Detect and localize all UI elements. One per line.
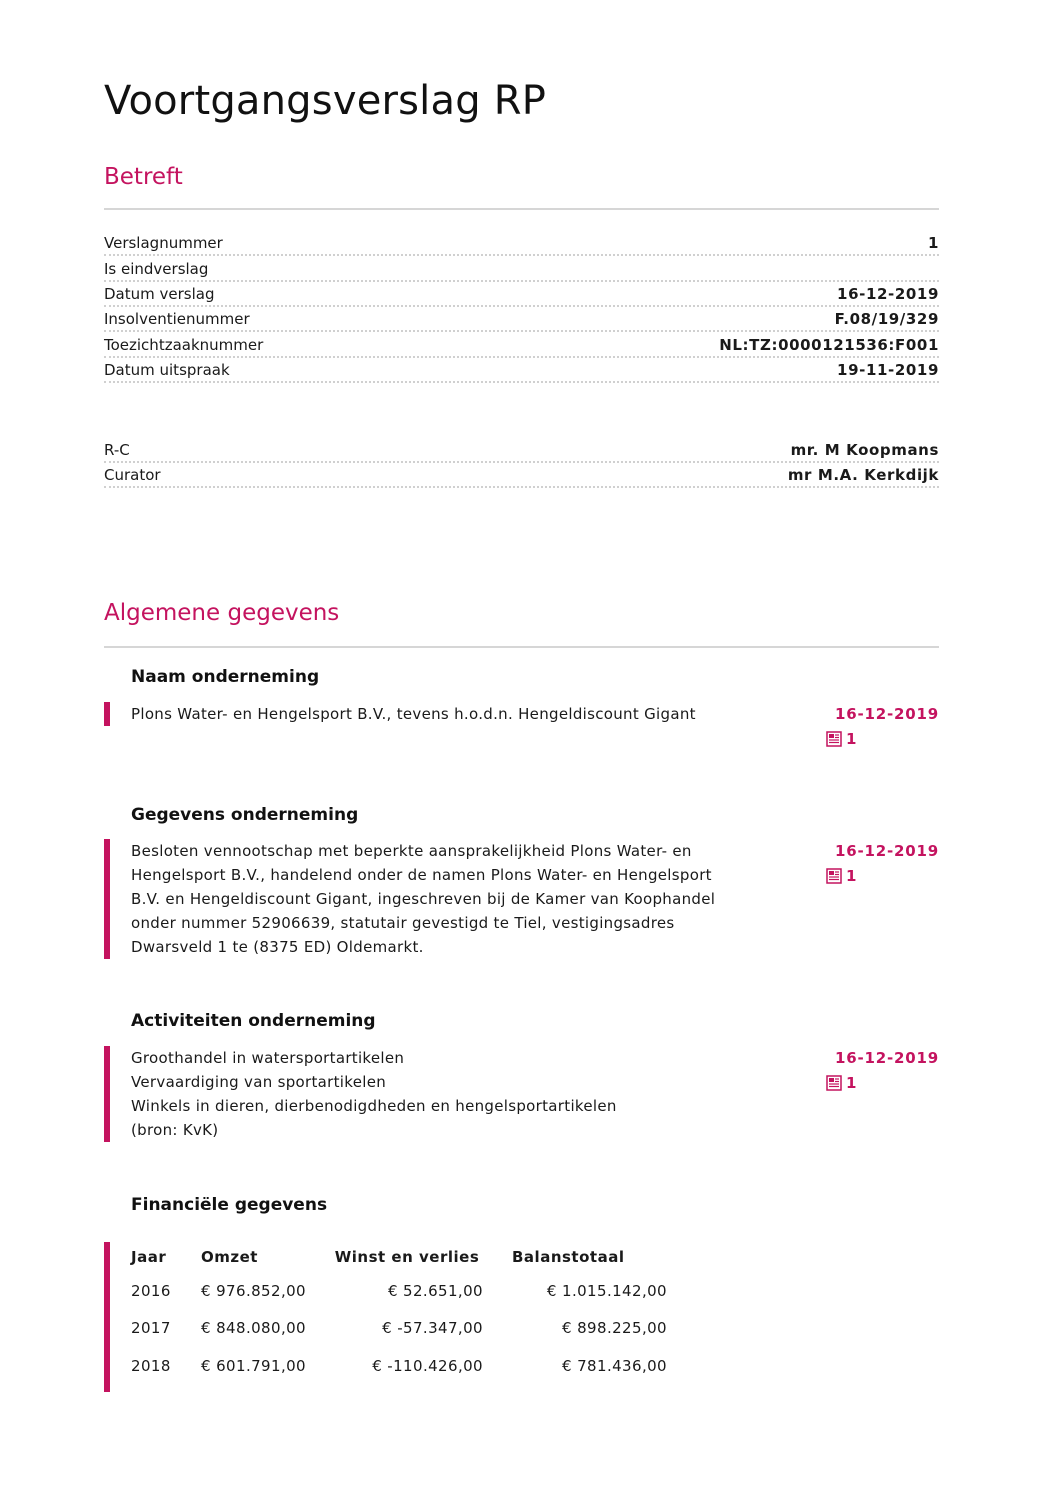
entry-date: 16-12-2019 — [835, 705, 939, 723]
entry-reference[interactable] — [826, 867, 856, 885]
reference-number: 1 — [846, 1074, 857, 1092]
cell-winst-en-verlies: € -110.426,00 — [372, 1356, 483, 1375]
accent-bar — [104, 1242, 110, 1392]
cell-balanstotaal: € 1.015.142,00 — [546, 1281, 667, 1300]
cell-winst-en-verlies: € 52.651,00 — [387, 1281, 483, 1300]
text-line: Groothandel in watersportartikelen — [131, 1049, 405, 1067]
entry-reference[interactable] — [826, 730, 856, 748]
accent-bar — [104, 702, 110, 726]
field-verslagnummer — [104, 231, 939, 256]
section-divider — [104, 646, 939, 648]
field-label: Datum uitspraak — [104, 361, 230, 379]
field-value: 1 — [927, 234, 939, 252]
field-datum-verslag — [104, 282, 939, 307]
subheading-activiteiten-onderneming: Activiteiten onderneming — [131, 1011, 376, 1031]
cell-jaar: 2017 — [131, 1319, 171, 1338]
cell-balanstotaal: € 781.436,00 — [562, 1356, 667, 1375]
entry-text — [131, 702, 781, 726]
field-toezichtzaaknummer — [104, 333, 939, 358]
field-curator — [104, 463, 939, 488]
reference-number: 1 — [846, 867, 857, 885]
column-header-omzet: Omzet — [201, 1248, 258, 1266]
field-is-eindverslag — [104, 257, 939, 282]
text-line: Besloten vennootschap met beperkte aansprakelijkheid Plons Water- en — [131, 842, 692, 860]
entry-activiteiten-onderneming — [104, 1046, 939, 1142]
field-label: Is eindverslag — [104, 260, 209, 278]
field-value: F.08/19/329 — [834, 310, 939, 328]
field-label: Datum verslag — [104, 285, 215, 303]
subheading-financiele-gegevens: Financiële gegevens — [131, 1195, 328, 1215]
entry-text — [131, 1046, 781, 1142]
page-title: Voortgangsverslag RP — [104, 78, 547, 124]
column-header-balanstotaal: Balanstotaal — [512, 1248, 625, 1266]
accent-bar — [104, 839, 110, 959]
table-row — [131, 1272, 667, 1310]
document-icon — [826, 868, 842, 884]
text-line: Vervaardiging van sportartikelen — [131, 1073, 387, 1091]
cell-omzet: € 976.852,00 — [201, 1281, 306, 1300]
field-label: Curator — [104, 466, 161, 484]
field-value: 19-11-2019 — [837, 361, 939, 379]
cell-jaar: 2016 — [131, 1281, 171, 1300]
table-row — [131, 1310, 667, 1348]
cell-omzet: € 848.080,00 — [201, 1319, 306, 1338]
text-line: B.V. en Hengeldiscount Gigant, ingeschreven bij de Kamer van Koophandel — [131, 890, 716, 908]
text-line: onder nummer 52906639, statutair gevestigd te Tiel, vestigingsadres — [131, 914, 675, 932]
field-value: 16-12-2019 — [837, 285, 939, 303]
text-line: Dwarsveld 1 te (8375 ED) Oldemarkt. — [131, 938, 424, 956]
table-header-row — [131, 1242, 667, 1272]
section-heading-algemene-gegevens: Algemene gegevens — [104, 600, 340, 626]
text-line: Plons Water- en Hengelsport B.V., tevens h.o.d.n. Hengeldiscount Gigant — [131, 705, 696, 723]
financial-table — [131, 1242, 667, 1385]
subheading-gegevens-onderneming: Gegevens onderneming — [131, 805, 359, 825]
entry-financiele-gegevens — [104, 1242, 939, 1392]
cell-winst-en-verlies: € -57.347,00 — [382, 1319, 483, 1338]
field-rc — [104, 438, 939, 463]
column-header-winst-en-verlies: Winst en verlies — [334, 1248, 480, 1266]
entry-date: 16-12-2019 — [835, 842, 939, 860]
column-header-jaar: Jaar — [131, 1248, 167, 1266]
field-label: Toezichtzaaknummer — [104, 336, 264, 354]
field-value: NL:TZ:0000121536:F001 — [719, 336, 939, 354]
entry-reference[interactable] — [826, 1074, 856, 1092]
entry-date: 16-12-2019 — [835, 1049, 939, 1067]
entry-naam-onderneming — [104, 702, 939, 762]
document-icon — [826, 731, 842, 747]
cell-balanstotaal: € 898.225,00 — [562, 1319, 667, 1338]
field-label: R-C — [104, 441, 130, 459]
field-value: mr M.A. Kerkdijk — [787, 466, 939, 484]
cell-omzet: € 601.791,00 — [201, 1356, 306, 1375]
entry-text — [131, 839, 781, 959]
field-label: Insolventienummer — [104, 310, 250, 328]
accent-bar — [104, 1046, 110, 1142]
field-label: Verslagnummer — [104, 234, 223, 252]
field-insolventienummer — [104, 307, 939, 332]
field-value: mr. M Koopmans — [790, 441, 939, 459]
reference-number: 1 — [846, 730, 857, 748]
entry-gegevens-onderneming — [104, 839, 939, 959]
table-row — [131, 1347, 667, 1385]
section-heading-betreft: Betreft — [104, 164, 183, 190]
field-datum-uitspraak — [104, 358, 939, 383]
text-line: Winkels in dieren, dierbenodigdheden en hengelsportartikelen — [131, 1097, 617, 1115]
section-divider — [104, 208, 939, 210]
subheading-naam-onderneming: Naam onderneming — [131, 667, 320, 687]
text-line: Hengelsport B.V., handelend onder de namen Plons Water- en Hengelsport — [131, 866, 712, 884]
text-line: (bron: KvK) — [131, 1121, 219, 1139]
cell-jaar: 2018 — [131, 1356, 171, 1375]
document-icon — [826, 1075, 842, 1091]
